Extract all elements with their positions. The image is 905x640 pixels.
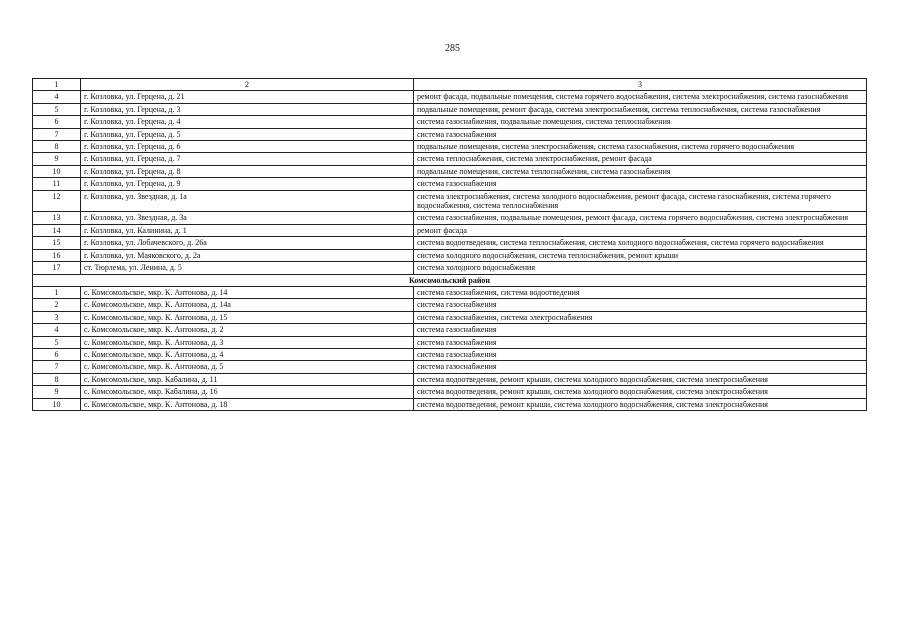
row-works: система водоотведения, ремонт крыши, система холодного водоснабжения, система электроснабжения bbox=[414, 386, 867, 398]
row-works: система газоснабжения bbox=[414, 128, 867, 140]
table-row bbox=[33, 153, 867, 165]
table-row bbox=[33, 237, 867, 249]
row-works: система газоснабжения bbox=[414, 348, 867, 360]
row-number: 14 bbox=[33, 224, 81, 236]
page-number: 285 bbox=[445, 43, 460, 54]
row-number: 3 bbox=[33, 311, 81, 323]
table-row bbox=[33, 249, 867, 261]
table-row bbox=[33, 190, 867, 212]
row-address: г. Козловка, ул. Звездная, д. 1а bbox=[81, 190, 414, 212]
section-title: Комсомольский район bbox=[33, 274, 867, 286]
row-address: с. Комсомольское, мкр. К. Антонова, д. 18 bbox=[81, 398, 414, 410]
column-number-2: 2 bbox=[81, 79, 414, 91]
table-row bbox=[33, 141, 867, 153]
row-number: 5 bbox=[33, 336, 81, 348]
row-works: система водоотведения, система теплоснабжения, система холодного водоснабжения, система горячего водоснабжения bbox=[414, 237, 867, 249]
table-row bbox=[33, 311, 867, 323]
row-works: система газоснабжения bbox=[414, 178, 867, 190]
row-address: г. Козловка, ул. Герцена, д. 4 bbox=[81, 116, 414, 128]
table-body bbox=[33, 79, 867, 411]
row-number: 10 bbox=[33, 398, 81, 410]
row-works: система газоснабжения, система водоотведения bbox=[414, 286, 867, 298]
row-works: система газоснабжения bbox=[414, 324, 867, 336]
row-address: с. Комсомольское, мкр. К. Антонова, д. 15 bbox=[81, 311, 414, 323]
row-works: система холодного водоснабжения bbox=[414, 262, 867, 274]
row-number: 5 bbox=[33, 103, 81, 115]
row-number: 10 bbox=[33, 165, 81, 177]
row-address: ст. Тюрлема, ул. Ленина, д. 5 bbox=[81, 262, 414, 274]
row-address: г. Козловка, ул. Герцена, д. 21 bbox=[81, 91, 414, 103]
row-number: 12 bbox=[33, 190, 81, 212]
table-row bbox=[33, 224, 867, 236]
row-works: ремонт фасада bbox=[414, 224, 867, 236]
row-address: с. Комсомольское, мкр. К. Антонова, д. 2 bbox=[81, 324, 414, 336]
row-works: система холодного водоснабжения, система теплоснабжения, ремонт крыши bbox=[414, 249, 867, 261]
row-number: 1 bbox=[33, 286, 81, 298]
table-row bbox=[33, 286, 867, 298]
row-number: 7 bbox=[33, 361, 81, 373]
table-row bbox=[33, 348, 867, 360]
row-number: 8 bbox=[33, 141, 81, 153]
row-address: с. Комсомольское, мкр. Кабалина, д. 16 bbox=[81, 386, 414, 398]
table-row bbox=[33, 116, 867, 128]
table-row bbox=[33, 128, 867, 140]
row-works: ремонт фасада, подвальные помещения, система горячего водоснабжения, система электроснабжения, система газоснабжения bbox=[414, 91, 867, 103]
row-works: подвальные помещения, система электроснабжения, система газоснабжения, система горячего водоснабжения bbox=[414, 141, 867, 153]
row-number: 11 bbox=[33, 178, 81, 190]
table-row bbox=[33, 103, 867, 115]
row-number: 13 bbox=[33, 212, 81, 224]
row-address: с. Комсомольское, мкр. Кабалина, д. 11 bbox=[81, 373, 414, 385]
table-row bbox=[33, 373, 867, 385]
row-number: 16 bbox=[33, 249, 81, 261]
row-number: 7 bbox=[33, 128, 81, 140]
row-address: г. Козловка, ул. Калинина, д. 1 bbox=[81, 224, 414, 236]
row-number: 2 bbox=[33, 299, 81, 311]
row-works: система газоснабжения bbox=[414, 361, 867, 373]
table-row bbox=[33, 212, 867, 224]
row-address: г. Козловка, ул. Маяковского, д. 2а bbox=[81, 249, 414, 261]
row-number: 4 bbox=[33, 91, 81, 103]
row-address: г. Козловка, ул. Герцена, д. 7 bbox=[81, 153, 414, 165]
row-address: с. Комсомольское, мкр. К. Антонова, д. 14а bbox=[81, 299, 414, 311]
row-number: 4 bbox=[33, 324, 81, 336]
row-address: г. Козловка, ул. Герцена, д. 3 bbox=[81, 103, 414, 115]
row-address: с. Комсомольское, мкр. К. Антонова, д. 14 bbox=[81, 286, 414, 298]
row-number: 17 bbox=[33, 262, 81, 274]
row-works: система электроснабжения, система холодного водоснабжения, ремонт фасада, система газоснабжения, система горячего водоснабжения, система теплоснабжения bbox=[414, 190, 867, 212]
row-address: с. Комсомольское, мкр. К. Антонова, д. 3 bbox=[81, 336, 414, 348]
row-address: г. Козловка, ул. Герцена, д. 5 bbox=[81, 128, 414, 140]
row-address: г. Козловка, ул. Герцена, д. 9 bbox=[81, 178, 414, 190]
table-row bbox=[33, 324, 867, 336]
row-works: система газоснабжения bbox=[414, 336, 867, 348]
table-row bbox=[33, 361, 867, 373]
row-address: с. Комсомольское, мкр. К. Антонова, д. 4 bbox=[81, 348, 414, 360]
row-works: система теплоснабжения, система электроснабжения, ремонт фасада bbox=[414, 153, 867, 165]
row-address: г. Козловка, ул. Лобачевского, д. 26а bbox=[81, 237, 414, 249]
row-works: подвальные помещения, ремонт фасада, система электроснабжения, система теплоснабжения, система газоснабжения bbox=[414, 103, 867, 115]
table-row bbox=[33, 386, 867, 398]
row-number: 6 bbox=[33, 116, 81, 128]
row-number: 9 bbox=[33, 386, 81, 398]
row-number: 9 bbox=[33, 153, 81, 165]
row-address: г. Козловка, ул. Звездная, д. 3а bbox=[81, 212, 414, 224]
row-number: 8 bbox=[33, 373, 81, 385]
column-number-3: 3 bbox=[414, 79, 867, 91]
row-number: 15 bbox=[33, 237, 81, 249]
row-works: система водоотведения, ремонт крыши, система холодного водоснабжения, система электроснабжения bbox=[414, 373, 867, 385]
column-number-1: 1 bbox=[33, 79, 81, 91]
row-works: система газоснабжения bbox=[414, 299, 867, 311]
row-address: с. Комсомольское, мкр. К. Антонова, д. 5 bbox=[81, 361, 414, 373]
table-row bbox=[33, 336, 867, 348]
table-row bbox=[33, 262, 867, 274]
works-table bbox=[32, 78, 867, 411]
row-works: система газоснабжения, подвальные помещения, система теплоснабжения bbox=[414, 116, 867, 128]
row-works: система газоснабжения, подвальные помещения, ремонт фасада, система горячего водоснабжения, система электроснабжения bbox=[414, 212, 867, 224]
table-row bbox=[33, 299, 867, 311]
row-works: подвальные помещения, система теплоснабжения, система газоснабжения bbox=[414, 165, 867, 177]
table-row bbox=[33, 398, 867, 410]
table-row bbox=[33, 91, 867, 103]
row-works: система газоснабжения, система электроснабжения bbox=[414, 311, 867, 323]
row-works: система водоотведения, ремонт крыши, система холодного водоснабжения, система электроснабжения bbox=[414, 398, 867, 410]
row-address: г. Козловка, ул. Герцена, д. 6 bbox=[81, 141, 414, 153]
row-number: 6 bbox=[33, 348, 81, 360]
table-row bbox=[33, 165, 867, 177]
section-row bbox=[33, 274, 867, 286]
row-address: г. Козловка, ул. Герцена, д. 8 bbox=[81, 165, 414, 177]
column-number-row bbox=[33, 79, 867, 91]
table-row bbox=[33, 178, 867, 190]
